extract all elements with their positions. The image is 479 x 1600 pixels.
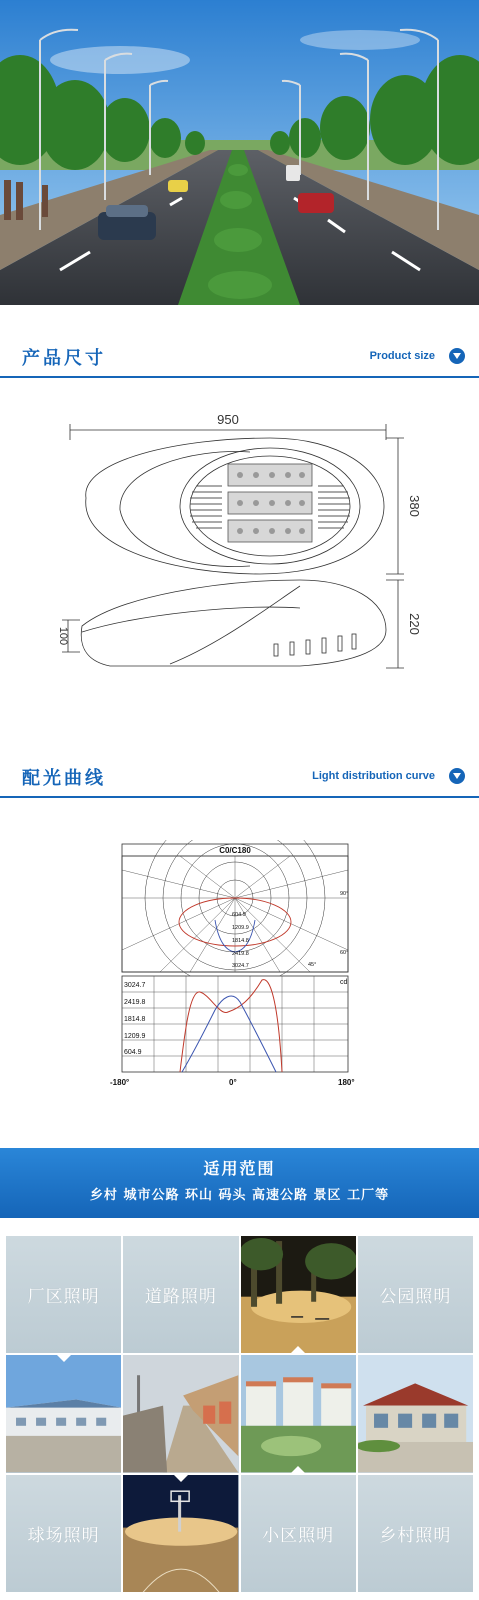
tile-village bbox=[358, 1475, 473, 1592]
tile-label: 厂区照明 bbox=[27, 1287, 100, 1308]
product-size-title-en: Product size bbox=[369, 350, 435, 362]
linear-ytick: 3024.7 bbox=[124, 982, 146, 989]
section-divider bbox=[0, 376, 479, 378]
photo-factory bbox=[6, 1355, 121, 1472]
polar-angle-label: 90° bbox=[340, 891, 349, 897]
tile-label: 球场照明 bbox=[27, 1525, 100, 1546]
tile-label: 公园照明 bbox=[379, 1287, 452, 1308]
polar-angle-label: 45° bbox=[308, 962, 317, 968]
linear-xtick: -180° bbox=[110, 1078, 130, 1087]
dim-length: 950 bbox=[217, 412, 239, 427]
linear-xtick: 180° bbox=[338, 1078, 355, 1087]
hero-road-image bbox=[0, 0, 479, 305]
polar-ring-label: 1209.9 bbox=[232, 925, 249, 931]
polar-ring-label: 2419.8 bbox=[232, 951, 249, 957]
dim-width: 380 bbox=[407, 495, 422, 517]
linear-ytick: 2419.8 bbox=[124, 999, 146, 1006]
applications-scope: 乡村 城市公路 环山 码头 高速公路 景区 工厂等 bbox=[89, 1188, 390, 1203]
tile-community bbox=[241, 1475, 356, 1592]
product-size-title-cn: 产品尺寸 bbox=[22, 348, 106, 369]
light-curve-title-cn: 配光曲线 bbox=[22, 768, 106, 789]
dim-height: 220 bbox=[407, 613, 422, 635]
linear-xtick: 0° bbox=[229, 1078, 237, 1087]
chevron-down-icon bbox=[449, 768, 465, 784]
tile-court bbox=[6, 1475, 121, 1592]
light-curve-chart bbox=[0, 840, 479, 1110]
tile-park bbox=[358, 1236, 473, 1353]
polar-ring-label: 1814.8 bbox=[232, 938, 249, 944]
linear-ytick: 1814.8 bbox=[124, 1016, 146, 1023]
product-size-drawing bbox=[0, 400, 479, 710]
applications-banner bbox=[0, 1148, 479, 1218]
light-curve-title-en: Light distribution curve bbox=[312, 770, 435, 782]
section-divider bbox=[0, 796, 479, 798]
tile-factory bbox=[6, 1236, 121, 1353]
dim-tip-height: 100 bbox=[57, 626, 69, 646]
photo-village-lane bbox=[123, 1355, 238, 1472]
polar-ring-label: 604.9 bbox=[232, 912, 246, 918]
applications-title: 适用范围 bbox=[203, 1159, 276, 1178]
polar-title: C0/C180 bbox=[219, 846, 251, 855]
application-grid bbox=[6, 1236, 473, 1592]
tile-label: 乡村照明 bbox=[379, 1525, 452, 1546]
photo-residential bbox=[241, 1355, 356, 1472]
tile-road bbox=[123, 1236, 238, 1353]
polar-ring-label: 3024.7 bbox=[232, 963, 249, 969]
tile-label: 小区照明 bbox=[262, 1525, 335, 1546]
linear-ytick: 604.9 bbox=[124, 1049, 142, 1056]
photo-park-night bbox=[241, 1236, 356, 1353]
polar-angle-label: 60° bbox=[340, 950, 349, 956]
light-curve-header bbox=[0, 754, 479, 798]
chevron-down-icon bbox=[449, 348, 465, 364]
photo-court-night bbox=[123, 1475, 238, 1592]
tile-label: 道路照明 bbox=[144, 1287, 217, 1308]
linear-unit: cd bbox=[340, 979, 348, 986]
linear-ytick: 1209.9 bbox=[124, 1033, 146, 1040]
product-size-header bbox=[0, 334, 479, 378]
photo-village-house bbox=[358, 1355, 473, 1472]
